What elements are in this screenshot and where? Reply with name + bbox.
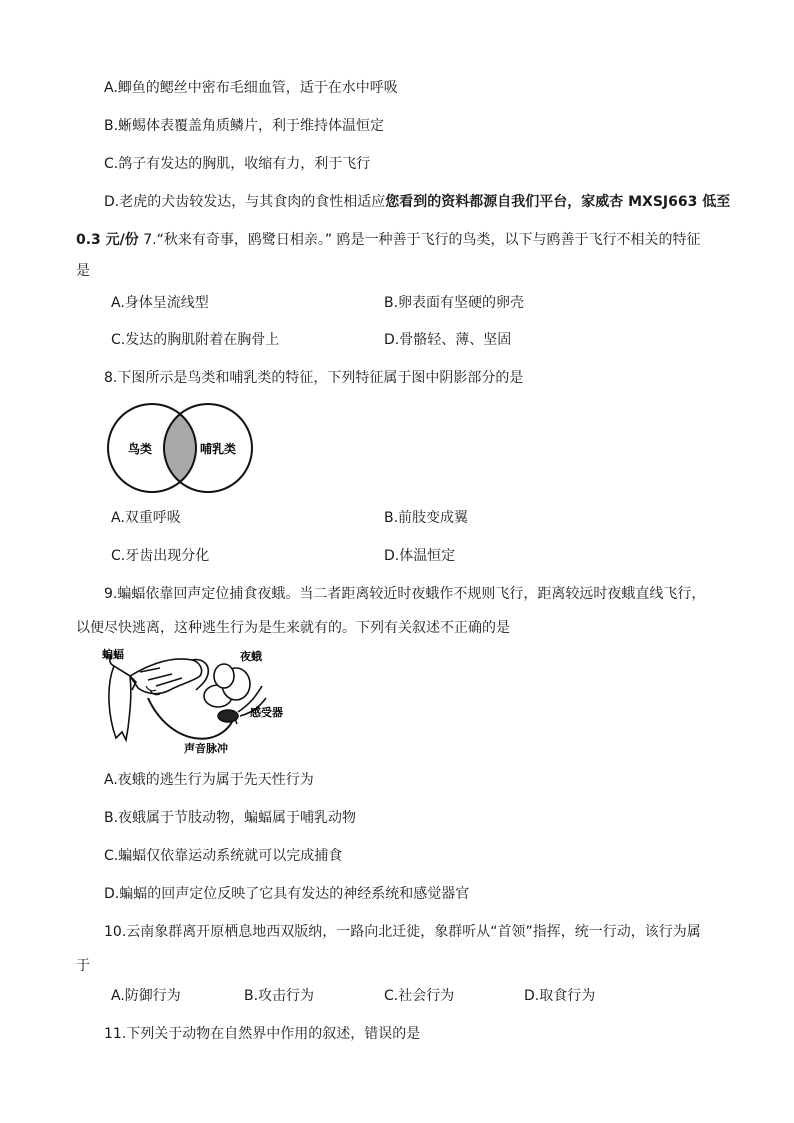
- q7-stem-cont: 是: [76, 263, 90, 279]
- ad-banner-price: 0.3 元/份: [76, 232, 139, 248]
- q9-stem: 9.蝙蝠依靠回声定位捕食夜蛾。当二者距离较近时夜蛾作不规则飞行，距离较远时夜蛾直线飞行，: [104, 586, 706, 602]
- q7-option-d: D.骨骼轻、薄、坚固: [384, 332, 512, 348]
- q6-option-c: C.鸽子有发达的胸肌，收缩有力，利于飞行: [104, 156, 371, 172]
- q9-option-a: A.夜蛾的逃生行为属于先天性行为: [104, 772, 314, 788]
- q11-stem: 11.下列关于动物在自然界中作用的叙述，错误的是: [104, 1026, 421, 1042]
- q8-stem: 8.下图所示是鸟类和哺乳类的特征，下列特征属于图中阴影部分的是: [104, 370, 524, 386]
- q7-option-a: A.身体呈流线型: [111, 295, 209, 311]
- bat-drawing: [109, 656, 208, 740]
- q9-option-d: D.蝙蝠的回声定位反映了它具有发达的神经系统和感觉器官: [104, 886, 470, 902]
- q10-option-a: A.防御行为: [111, 988, 181, 1004]
- ad-banner-text: 您看到的资料都源自我们平台，家威杏 MXSJ663 低至: [385, 194, 731, 210]
- q8-option-d: D.体温恒定: [384, 548, 456, 564]
- q8-option-a: A.双重呼吸: [111, 510, 181, 526]
- q9-stem-cont: 以便尽快逃离，这种逃生行为是生来就有的。下列有关叙述不正确的是: [76, 620, 510, 636]
- q10-option-b: B.攻击行为: [244, 988, 315, 1004]
- venn-label-mammals: 哺乳类: [199, 442, 237, 456]
- q10-option-d: D.取食行为: [524, 988, 596, 1004]
- venn-diagram: [100, 398, 260, 498]
- label-receptor: 感受器: [250, 706, 283, 719]
- label-sound-pulse: 声音脉冲: [184, 742, 228, 755]
- q6-option-b: B.蜥蜴体表覆盖角质鳞片，利于维持体温恒定: [104, 118, 385, 134]
- q9-option-b: B.夜蛾属于节肢动物，蝙蝠属于哺乳动物: [104, 810, 357, 826]
- q9-option-c: C.蝙蝠仅依靠运动系统就可以完成捕食: [104, 848, 343, 864]
- q8-option-b: B.前肢变成翼: [384, 510, 469, 526]
- q7-stem-line: [76, 230, 701, 250]
- q10-stem: 10.云南象群离开原栖息地西双版纳，一路向北迁徙，象群听从“首领”指挥，统一行动，该行为属: [104, 924, 701, 940]
- q10-option-c: C.社会行为: [384, 988, 455, 1004]
- q6-option-d-line: [104, 192, 730, 212]
- q6-option-a: A.鲫鱼的鳃丝中密布毛细血管，适于在水中呼吸: [104, 80, 398, 96]
- q6-option-d: D.老虎的犬齿较发达，与其食肉的食性相适应: [104, 194, 386, 210]
- label-moth: 夜蛾: [240, 650, 262, 663]
- q7-option-c: C.发达的胸肌附着在胸骨上: [111, 332, 280, 348]
- q7-stem: 7.“秋来有奇事，鸥鹭日相亲。” 鸥是一种善于飞行的鸟类，以下与鸥善于飞行不相关的特征: [138, 232, 701, 248]
- q7-option-b: B.卵表面有坚硬的卵壳: [384, 295, 525, 311]
- q10-stem-cont: 于: [76, 958, 90, 974]
- bat-moth-illustration: [100, 646, 300, 758]
- q8-option-c: C.牙齿出现分化: [111, 548, 210, 564]
- label-bat: 蝙蝠: [102, 648, 124, 661]
- venn-label-birds: 鸟类: [127, 442, 153, 456]
